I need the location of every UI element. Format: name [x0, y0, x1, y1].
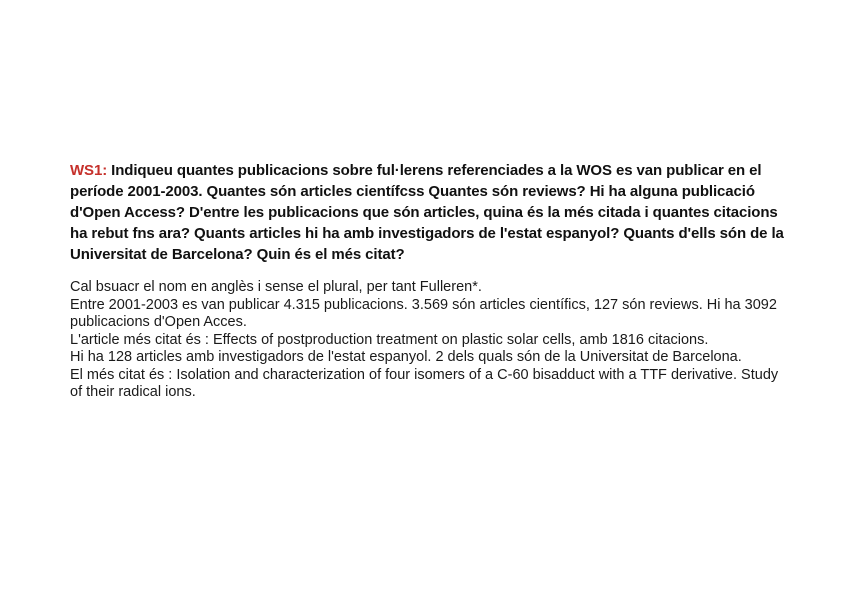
- answer-line: L'article més citat és : Effects of postproduction treatment on plastic solar cells, amb 1816 citacions.: [70, 331, 709, 348]
- answer-line: Hi ha 128 articles amb investigadors de l'estat espanyol. 2 dels quals són de la Universitat de Barcelona.: [70, 349, 742, 365]
- question-paragraph: [70, 160, 790, 265]
- answer-line: El més citat és : Isolation and characterization of four isomers of a C-60 bisadduct with a TTF derivative. Study of their radical ions.: [70, 366, 779, 400]
- answer-line: Entre 2001-2003 es van publicar 4.315 publicacions. 3.569 són articles científics, 127 són reviews. Hi ha 3092 publicacions d'Open Acces.: [70, 296, 777, 330]
- answer-line: Cal bsuacr el nom en anglès i sense el plural, per tant Fulleren*.: [70, 279, 482, 295]
- question-label: WS1:: [70, 162, 108, 179]
- question-text: Indiqueu quantes publicacions sobre ful·lerens referenciades a la WOS es van publicar en el període 2001-2003. Quantes són articles científcss Quantes són reviews? Hi ha alguna publicació d'Open Access? D'entre les publicacions que són articles, quina és la més citada i quantes citacions ha rebut fns ara? Quants articles hi ha amb investigadors de l'estat espanyol? Quants d'ells són de la Universitat de Barcelona? Quin és el més citat?: [70, 162, 784, 263]
- answer-block: [70, 279, 790, 402]
- document-page: [70, 160, 790, 402]
